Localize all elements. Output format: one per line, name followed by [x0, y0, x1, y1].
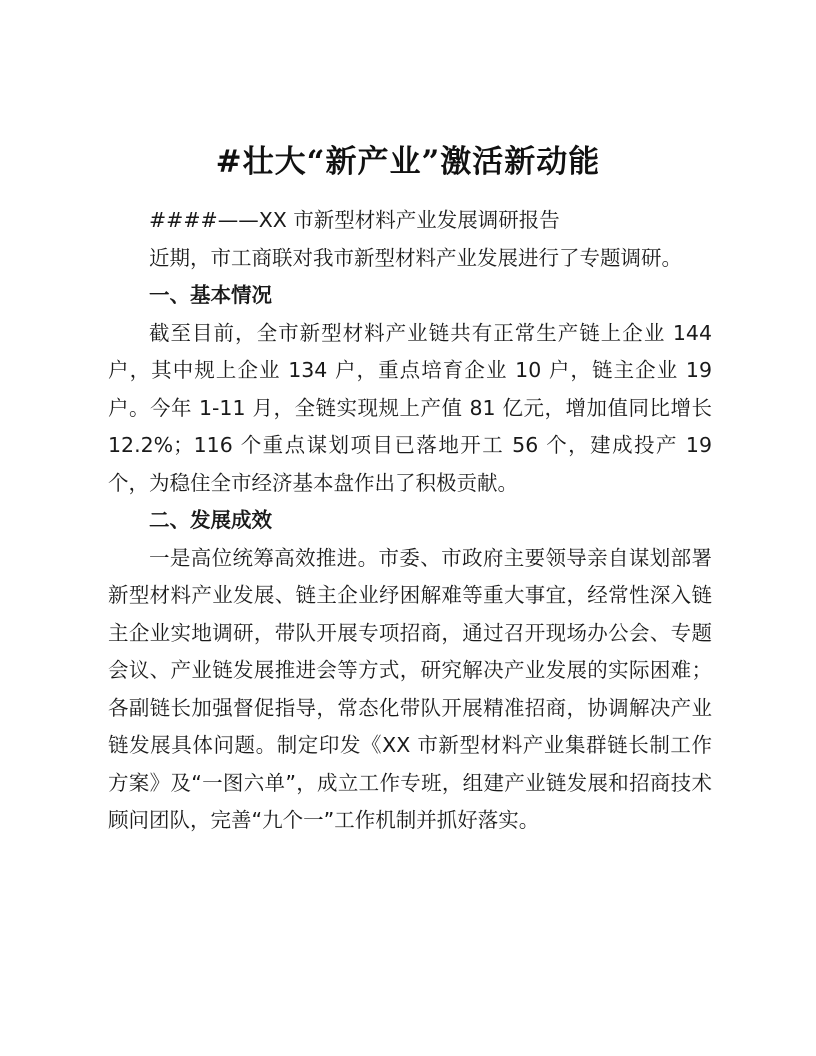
subtitle: ####——XX 市新型材料产业发展调研报告: [149, 208, 560, 232]
document-title: #壮大“新产业”激活新动能: [215, 144, 601, 180]
document-body: [108, 202, 712, 840]
achievements-paragraph: 一是高位统筹高效推进。市委、市政府主要领导亲自谋划部署新型材料产业发展、链主企业纾困解难等重大事宜，经常性深入链主企业实地调研，带队开展专项招商，通过召开现场办公会、专题会议、产业链发展推进会等方式，研究解决产业发展的实际困难；各副链长加强督促指导，常态化带队开展精准招商，协调解决产业链发展具体问题。制定印发《XX 市新型材料产业集群链长制工作方案》及“一图六单”，成立工作专班，组建产业链发展和招商技术顾问团队，完善“九个一”工作机制并抓好落实。: [108, 545, 712, 832]
section-heading-achievements: 二、发展成效: [149, 508, 272, 532]
section-heading-basic-situation: 一、基本情况: [149, 283, 272, 307]
intro-paragraph: 近期，市工商联对我市新型材料产业发展进行了专题调研。: [149, 245, 682, 270]
basic-situation-paragraph: 截至目前，全市新型材料产业链共有正常生产链上企业 144 户，其中规上企业 134 户，重点培育企业 10 户，链主企业 19 户。今年 1-11 月，全链实现规上产值 81 亿元，增加值同比增长 12.2%；116 个重点谋划项目已落地开工 56 个，建成投产 19 个，为稳住全市经济基本盘作出了积极贡献。: [108, 320, 712, 495]
